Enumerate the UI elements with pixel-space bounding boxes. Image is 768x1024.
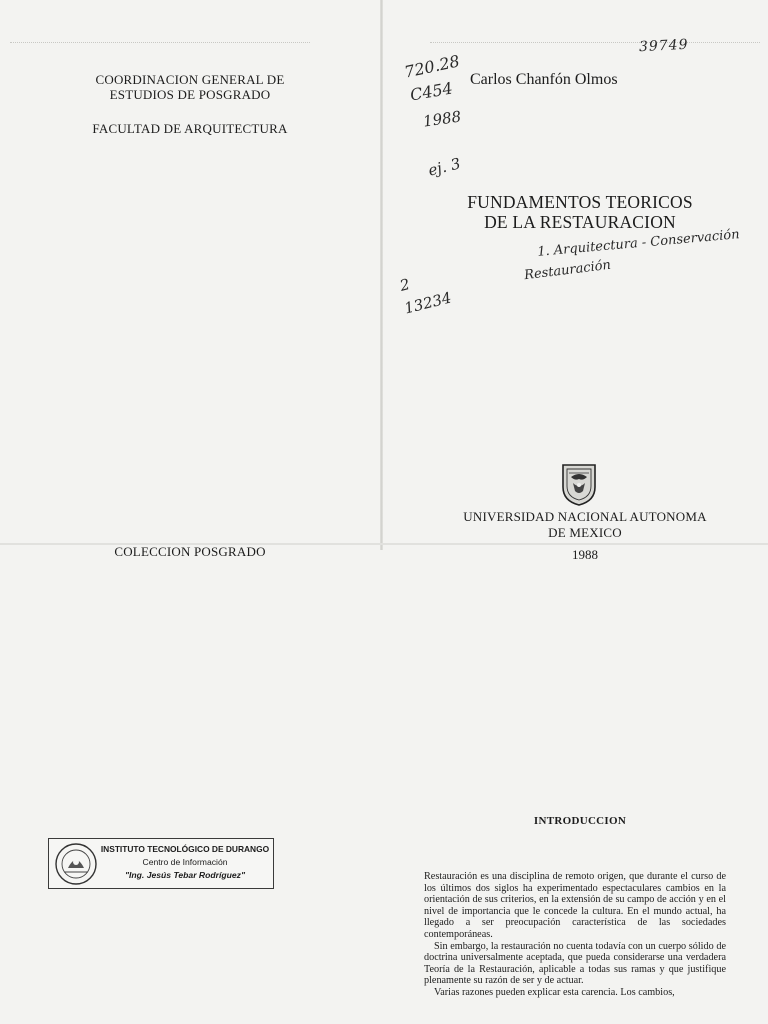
handwritten-accession-number: 39749 xyxy=(638,36,689,56)
faculty-name: FACULTAD DE ARQUITECTURA xyxy=(92,121,288,136)
institution-line-1: COORDINACION GENERAL DE xyxy=(95,72,285,87)
title-line-1: FUNDAMENTOS TEORICOS xyxy=(467,192,693,212)
introduction-paragraph-2: Sin embargo, la restauración no cuenta todavía con un cuerpo sólido de doctrina universalmente aceptada, que pueda considerarse una verdadera Teoría de la Restauración, aplicable a todas sus ramas y que justifique plenamente su razón de ser y de actuar. xyxy=(424,940,726,987)
page-gutter xyxy=(380,0,383,550)
scan-edge-mark xyxy=(430,42,760,44)
introduction-paragraph-1: Restauración es una disciplina de remoto origen, que durante el curso de los últimos dos siglos ha experimentado espectaculares cambios en la orientación de sus criterios, en la extensión de su campo de acción y en el nivel de importancia que le concede la cultura. En el mundo actual, ha llegado a ser preocupación característica de las sociedades contemporáneas. xyxy=(424,871,726,940)
library-stamp xyxy=(48,838,274,889)
introduction-heading: INTRODUCCION xyxy=(533,815,627,827)
author-name: Carlos Chanfón Olmos xyxy=(470,71,618,88)
handwritten-call-number-1: 720.28 xyxy=(402,51,462,82)
institution-heading xyxy=(60,72,320,102)
handwritten-number-1: 2 xyxy=(397,275,412,295)
handwritten-call-number-3: 1988 xyxy=(421,107,463,131)
stamp-dedication: "Ing. Jesús Tebar Rodríguez" xyxy=(124,870,246,880)
introduction-body xyxy=(424,871,726,999)
institution-line-2: ESTUDIOS DE POSGRADO xyxy=(109,87,271,102)
handwritten-copy-note: ej. 3 xyxy=(426,154,463,180)
collection-name: COLECCION POSGRADO xyxy=(114,544,266,559)
publisher-name xyxy=(440,509,730,541)
scan-edge-mark xyxy=(10,42,310,44)
handwritten-subject-1: 1. Arquitectura - Conservación xyxy=(536,227,741,260)
introduction-paragraph-3: Varias razones pueden explicar esta carencia. Los cambios, xyxy=(434,986,675,998)
unam-coat-of-arms-icon xyxy=(559,463,599,507)
handwritten-number-2: 13234 xyxy=(402,288,454,318)
publication-year: 1988 xyxy=(572,547,598,562)
title-line-2: DE LA RESTAURACION xyxy=(484,212,676,232)
stamp-department: Centro de Información xyxy=(142,857,228,867)
book-title xyxy=(440,192,720,232)
handwritten-call-number-2: C454 xyxy=(408,78,455,105)
stamp-institution: INSTITUTO TECNOLÓGICO DE DURANGO xyxy=(100,844,270,854)
institute-logo-icon xyxy=(54,842,98,886)
handwritten-subject-2: Restauración xyxy=(523,257,612,284)
publisher-line-2: DE MEXICO xyxy=(548,525,622,540)
publisher-line-1: UNIVERSIDAD NACIONAL AUTONOMA xyxy=(463,509,707,524)
